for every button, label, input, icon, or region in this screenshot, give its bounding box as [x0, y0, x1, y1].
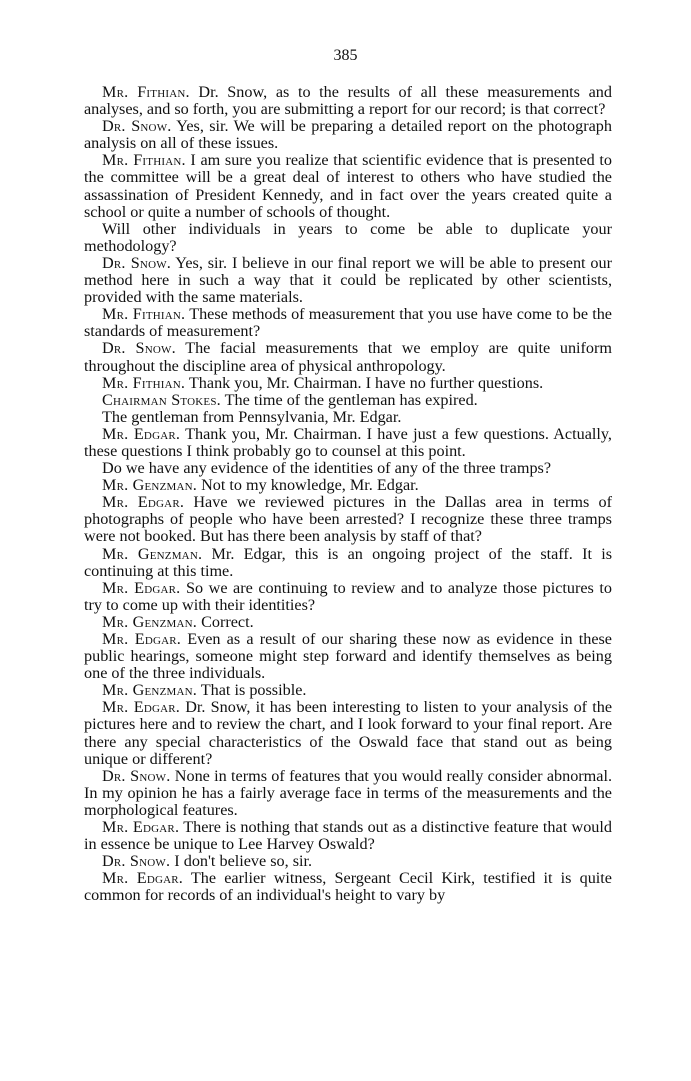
speaker-name: Mr. Edgar. [102, 424, 181, 443]
paragraph-text: The gentleman from Pennsylvania, Mr. Edgar. [102, 407, 402, 426]
speaker-name: Mr. Edgar. [102, 578, 181, 597]
transcript-paragraph [84, 306, 612, 340]
transcript-paragraph [84, 118, 612, 152]
paragraph-text: Dr. Snow, as to the results of all these measurements and analyses, and so forth, you are submitting a report for our record; is that correct? [84, 83, 612, 119]
transcript-paragraph [84, 255, 612, 306]
transcript-paragraph [84, 221, 612, 255]
page-number: 385 [333, 47, 358, 64]
transcript-paragraph [84, 84, 612, 118]
speaker-name: Dr. Snow. [102, 117, 172, 136]
transcript-paragraph [84, 494, 612, 545]
paragraph-text: Thank you, Mr. Chairman. I have just a few questions. Actually, these questions I think probably go to counsel at this point. [84, 424, 612, 460]
speaker-name: Dr. Snow. [102, 766, 171, 785]
paragraph-text: There is nothing that stands out as a distinctive feature that would in essence be unique to Lee Harvey Oswald? [84, 818, 612, 854]
transcript-paragraph [84, 699, 612, 767]
paragraph-text: The time of the gentleman has expired. [220, 390, 478, 409]
transcript-paragraph [84, 460, 612, 477]
transcript-paragraph [84, 375, 612, 392]
paragraph-text: Do we have any evidence of the identities of any of the three tramps? [102, 459, 552, 478]
paragraph-text: The facial measurements that we employ are quite uniform throughout the discipline area of physical anthropology. [84, 339, 612, 375]
transcript-paragraph [84, 631, 612, 682]
speaker-name: Mr. Fithian. [102, 305, 186, 324]
transcript-paragraph [84, 870, 612, 904]
transcript-paragraph [84, 477, 612, 494]
paragraph-text: Correct. [197, 612, 254, 631]
transcript-paragraph [84, 340, 612, 374]
transcript-paragraph [84, 392, 612, 409]
speaker-name: Mr. Edgar. [102, 630, 182, 648]
paragraph-text: So we are continuing to review and to analyze those pictures to try to come up with their identities? [84, 578, 612, 614]
paragraph-text: I don't believe so, sir. [170, 852, 313, 871]
transcript-paragraph [84, 546, 612, 580]
transcript-paragraph [84, 409, 612, 426]
transcript-paragraph [84, 426, 612, 460]
speaker-name: Mr. Genzman. [102, 612, 198, 631]
speaker-name: Mr. Edgar. [102, 493, 185, 512]
transcript-paragraph [84, 152, 612, 220]
transcript-paragraph [84, 682, 612, 699]
paragraph-text: Have we reviewed pictures in the Dallas area in terms of photographs of people who have been arrested? I recognize these three tramps were not booked. But has there been analysis by staff of that? [84, 493, 612, 546]
speaker-name: Mr. Fithian. [102, 373, 186, 392]
transcript-paragraph [84, 853, 612, 870]
paragraph-text: Yes, sir. We will be preparing a detailed report on the photograph analysis on all of these issues. [84, 117, 612, 153]
speaker-name: Mr. Genzman. [102, 476, 198, 495]
speaker-name: Dr. Snow. [102, 253, 172, 272]
paragraph-text: Dr. Snow, it has been interesting to listen to your analysis of the pictures here and to review the chart, and I look forward to your final report. Are there any special characteristics of the Oswald face that stand out as being unique or different? [84, 698, 612, 768]
speaker-name: Chairman Stokes. [102, 390, 221, 409]
transcript-paragraph [84, 614, 612, 631]
paragraph-text: These methods of measurement that you use have come to be the standards of measurement? [84, 305, 612, 341]
paragraph-text: The earlier witness, Sergeant Cecil Kirk, testified it is quite common for records of an individual's height to vary by [84, 869, 612, 905]
speaker-name: Mr. Fithian. [102, 83, 190, 101]
hearing-transcript [84, 84, 612, 905]
paragraph-text: None in terms of features that you would really consider abnormal. In my opinion he has a fairly average face in terms of the measurements and the morphological features. [84, 766, 612, 819]
paragraph-text: Not to my knowledge, Mr. Edgar. [197, 476, 419, 495]
transcript-paragraph [84, 580, 612, 614]
paragraph-text: Mr. Edgar, this is an ongoing project of the staff. It is continuing at this time. [84, 544, 613, 580]
speaker-name: Dr. Snow. [102, 339, 176, 358]
paragraph-text: Thank you, Mr. Chairman. I have no further questions. [185, 373, 544, 392]
speaker-name: Mr. Fithian. [102, 151, 186, 170]
paragraph-text: That is possible. [197, 681, 307, 700]
speaker-name: Mr. Edgar. [102, 818, 180, 837]
speaker-name: Mr. Genzman. [102, 544, 203, 563]
paragraph-text: Even as a result of our sharing these now as evidence in these public hearings, someone might step forward and identify themselves as being one of the three individuals. [84, 630, 612, 683]
speaker-name: Mr. Genzman. [102, 681, 198, 700]
transcript-paragraph [84, 768, 612, 819]
speaker-name: Dr. Snow. [102, 852, 171, 871]
speaker-name: Mr. Edgar. [102, 869, 184, 888]
transcript-paragraph [84, 819, 612, 853]
paragraph-text: I am sure you realize that scientific evidence that is presented to the committee will be a great deal of interest to others who have studied the assassination of President Kennedy, and in fact over the years created quite a school or quite a number of schools of thought. [84, 151, 612, 221]
paragraph-text: Yes, sir. I believe in our final report we will be able to present our method here in such a way that it could be replicated by other scientists, provided with the same materials. [84, 253, 612, 307]
speaker-name: Mr. Edgar. [102, 698, 181, 717]
paragraph-text: Will other individuals in years to come be able to duplicate your methodology? [84, 219, 612, 255]
